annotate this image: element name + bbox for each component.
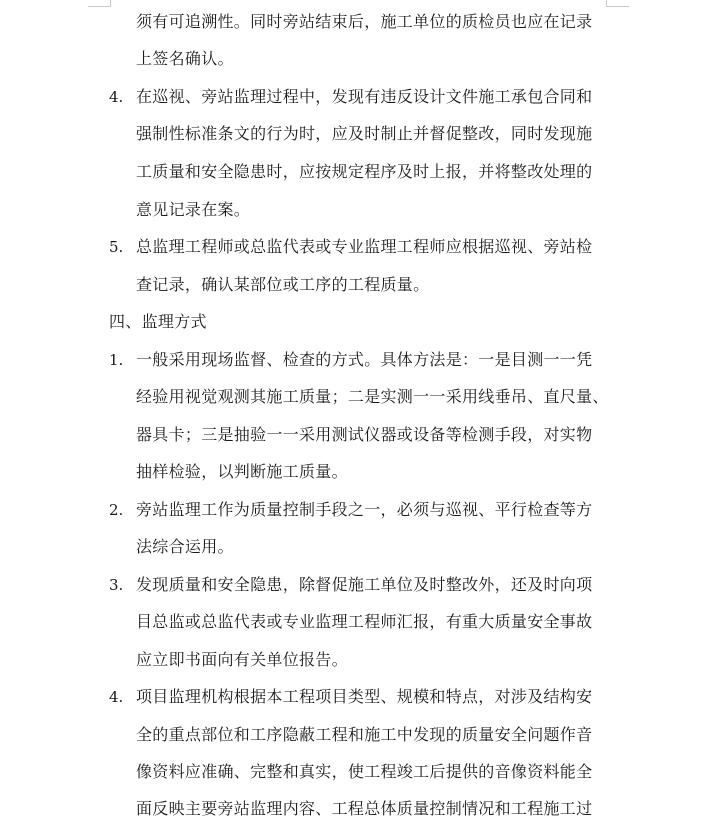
text-line: 抽样检验，以判断施工质量。 bbox=[136, 462, 348, 481]
text-line: 面反映主要旁站监理内容、工程总体质量控制情况和工程施工过 bbox=[136, 799, 593, 818]
list-item-number: 1. bbox=[109, 351, 124, 369]
text-line: 目总监或总监代表或专业监理工程师汇报，有重大质量安全事故 bbox=[136, 612, 593, 631]
text-line: 意见记录在案。 bbox=[136, 200, 251, 219]
page-corner-mark-left bbox=[88, 0, 111, 7]
section-heading: 四、监理方式 bbox=[109, 312, 207, 331]
page-corner-mark-right bbox=[606, 0, 629, 7]
text-line: 法综合运用。 bbox=[136, 537, 234, 556]
text-line: 应立即书面向有关单位报告。 bbox=[136, 650, 348, 669]
text-line: 查记录，确认某部位或工序的工程质量。 bbox=[136, 275, 430, 294]
text-line: 须有可追溯性。同时旁站结束后，施工单位的质检员也应在记录 bbox=[136, 12, 593, 31]
list-item-number: 5. bbox=[109, 238, 124, 256]
text-line: 项目监理机构根据本工程项目类型、规模和特点，对涉及结构安 bbox=[136, 687, 593, 706]
text-line: 旁站监理工作为质量控制手段之一，必须与巡视、平行检查等方 bbox=[136, 500, 593, 519]
text-line: 总监理工程师或总监代表或专业监理工程师应根据巡视、旁站检 bbox=[136, 237, 593, 256]
text-line: 发现质量和安全隐患，除督促施工单位及时整改外，还及时向项 bbox=[136, 575, 593, 594]
text-line: 全的重点部位和工序隐蔽工程和施工中发现的质量安全问题作音 bbox=[136, 725, 593, 744]
text-line: 强制性标准条文的行为时，应及时制止并督促整改，同时发现施 bbox=[136, 124, 593, 143]
list-item-number: 4. bbox=[109, 88, 124, 106]
text-line: 器具卡；三是抽验一一采用测试仪器或设备等检测手段，对实物 bbox=[136, 425, 593, 444]
text-line: 工质量和安全隐患时，应按规定程序及时上报，并将整改处理的 bbox=[136, 162, 593, 181]
text-line: 经验用视觉观测其施工质量；二是实测一一采用线垂吊、直尺量、 bbox=[136, 387, 609, 406]
text-line: 上签名确认。 bbox=[136, 49, 234, 68]
list-item-number: 3. bbox=[109, 576, 124, 594]
list-item-number: 4. bbox=[109, 688, 124, 706]
text-line: 一般采用现场监督、检查的方式。具体方法是：一是目测一一凭 bbox=[136, 350, 593, 369]
list-item-number: 2. bbox=[109, 501, 124, 519]
text-line: 在巡视、旁站监理过程中，发现有违反设计文件施工承包合同和 bbox=[136, 87, 593, 106]
text-line: 像资料应准确、完整和真实，使工程竣工后提供的音像资料能全 bbox=[136, 762, 593, 781]
